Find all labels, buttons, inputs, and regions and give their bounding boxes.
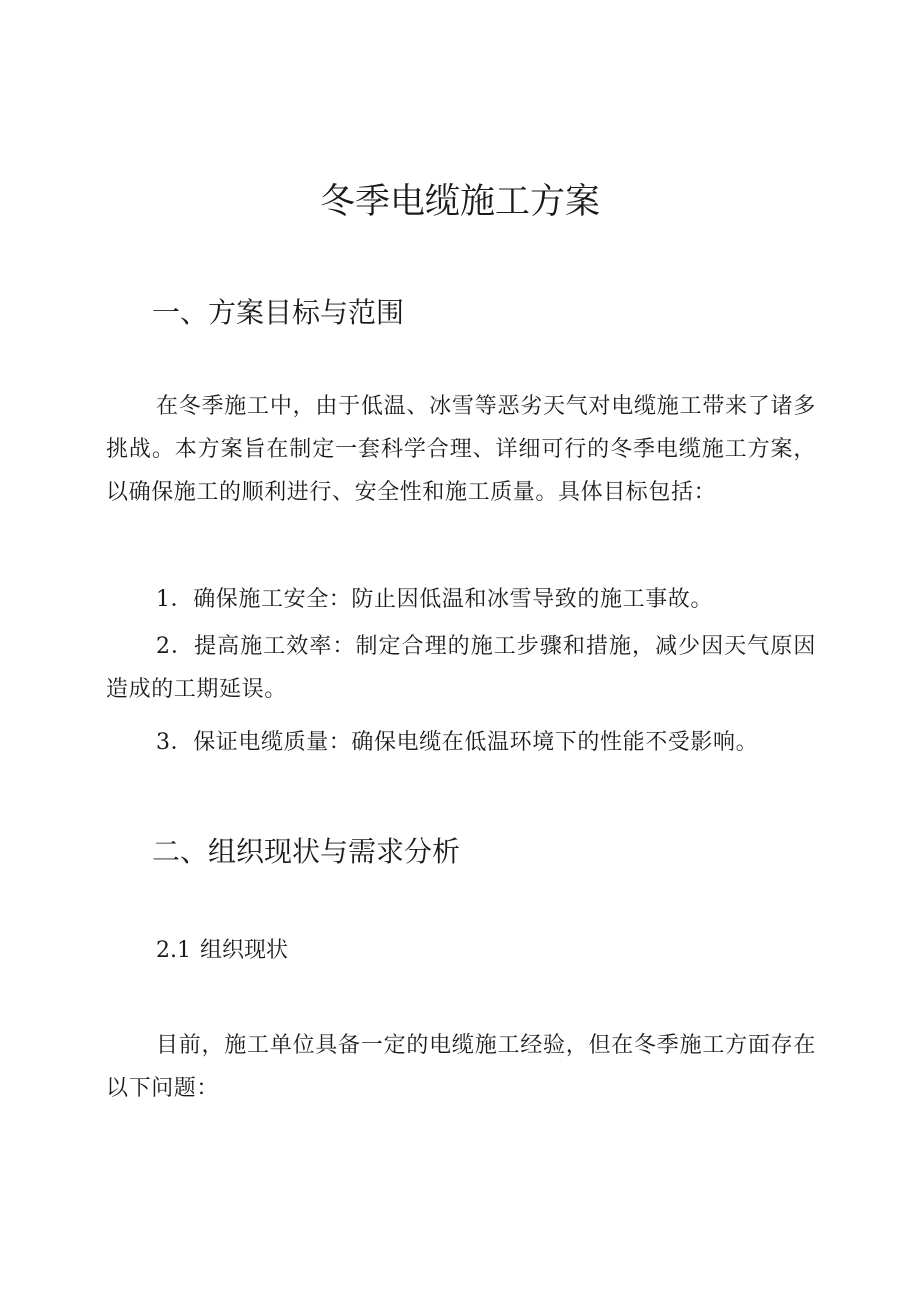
subsection-title: 组织现状 — [200, 938, 289, 963]
section-heading-2: 二、组织现状与需求分析 — [152, 835, 461, 868]
goal-item-1: 1．确保施工安全：防止因低温和冰雪导致的施工事故。 — [156, 587, 713, 612]
subsection-heading-2-1 — [156, 931, 288, 971]
section-1-intro-paragraph: 在冬季施工中，由于低温、冰雪等恶劣天气对电缆施工带来了诸多挑战。本方案旨在制定一套科学合理、详细可行的冬季电缆施工方案，以确保施工的顺利进行、安全性和施工质量。具体目标包括： — [106, 394, 816, 505]
subsection-2-1-paragraph: 目前，施工单位具备一定的电缆施工经验，但在冬季施工方面存在以下问题： — [106, 1033, 816, 1101]
subsection-number: 2.1 — [156, 938, 191, 963]
section-heading-1: 一、方案目标与范围 — [152, 296, 405, 329]
document-title: 冬季电缆施工方案 — [319, 182, 600, 222]
goal-item-3: 3．保证电缆质量：确保电缆在低温环境下的性能不受影响。 — [156, 730, 759, 755]
goal-item-2: 2．提高施工效率：制定合理的施工步骤和措施，减少因天气原因造成的工期延误。 — [106, 634, 816, 702]
